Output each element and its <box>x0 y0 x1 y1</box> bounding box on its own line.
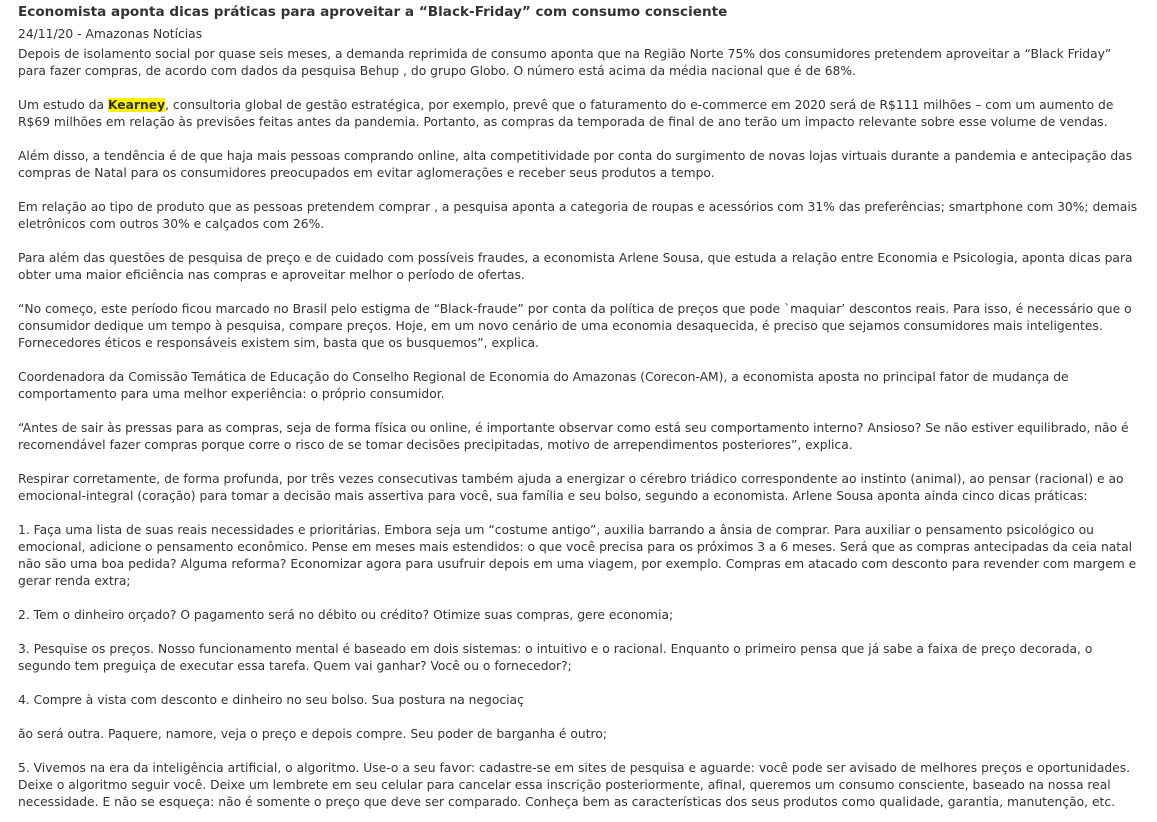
paragraph-2-lead: Um estudo da <box>18 98 108 112</box>
paragraph-3: Além disso, a tendência é de que haja mais pessoas comprando online, alta competitividade por conta do surgimento de novas lojas virtuais durante a pandemia e antecipação das compras de Natal para os consumidores preocupados em evitar aglomerações e receber seus produtos a tempo. <box>18 149 1133 180</box>
paragraph-9: Respirar corretamente, de forma profunda, por três vezes consecutivas também ajuda a energizar o cérebro triádico correspondente ao instinto (animal), ao pensar (racional) e ao emocional-integral (coração) para tomar a decisão mais assertiva para você, sua família e seu bolso, segundo a economista. Arlene Sousa aponta ainda cinco dicas práticas: <box>18 472 1124 503</box>
tip-5: 5. Vivemos na era da inteligência artificial, o algoritmo. Use-o a seu favor: cadastre-se em sites de pesquisa e aguarde: você pode ser avisado de melhores preços e oportunidades. Deixe o algoritmo seguir você. Deixe um lembrete em seu celular para cancelar essa inscrição posteriormente, afinal, queremos um consumo consciente, baseado na nossa real necessidade. E não se esqueça: não é somente o preço que deve ser comparado. Conheça bem as características dos seus produtos como qualidade, garantia, manutenção, etc. <box>18 761 1131 809</box>
meta-separator: - <box>73 27 86 41</box>
paragraph-4: Em relação ao tipo de produto que as pessoas pretendem comprar , a pesquisa aponta a categoria de roupas e acessórios com 31% das preferências; smartphone com 30%; demais eletrônicos com outros 30% e calçados com 26%. <box>18 200 1138 231</box>
tip-2: 2. Tem o dinheiro orçado? O pagamento será no débito ou crédito? Otimize suas compras, gere economia; <box>18 608 674 622</box>
paragraph-7: Coordenadora da Comissão Temática de Educação do Conselho Regional de Economia do Amazonas (Corecon-AM), a economista aposta no principal fator de mudança de comportamento para uma melhor experiência: o próprio consumidor. <box>18 370 1069 401</box>
article-date: 24/11/20 <box>18 27 74 41</box>
paragraph-6: “No começo, este período ficou marcado no Brasil pelo estigma de “Black-fraude” por conta da política de preços que pode `maquiar’ descontos reais. Para isso, é necessário que o consumidor dedique um tempo à pesquisa, compare preços. Hoje, em um novo cenário de uma economia desaquecida, é preciso que sejamos consumidores mais inteligentes. Fornecedores éticos e responsáveis existem sim, basta que os busquemos”, explica. <box>18 302 1132 350</box>
tip-1: 1. Faça uma lista de suas reais necessidades e prioritárias. Embora seja um “costume antigo”, auxilia barrando a ânsia de comprar. Para auxiliar o pensamento psicológico ou emocional, adicione o pensamento econômico. Pense em meses mais estendidos: o que você precisa para os próximos 3 a 6 meses. Será que as compras antecipadas da ceia natal não são uma boa pedida? Alguma reforma? Economizar agora para usufruir depois em uma viagem, por exemplo. Compras em atacado com desconto para revender com margem e gerar renda extra; <box>18 523 1137 588</box>
tip-3: 3. Pesquise os preços. Nosso funcionamento mental é baseado em dois sistemas: o intuitivo e o racional. Enquanto o primeiro pensa que já sabe a faixa de preço decorada, o segundo tem preguiça de executar essa tarefa. Quem vai ganhar? Você ou o fornecedor?; <box>18 642 1093 673</box>
paragraph-2-body: , consultoria global de gestão estratégica, por exemplo, prevê que o faturamento do e-commerce em 2020 será de R$111 milhões – com um aumento de R$69 milhões em relação às previsões feitas antes da pandemia. Portanto, as compras da temporada de final de ano terão um impacto relevante sobre esse volume de vendas. <box>18 98 1114 129</box>
article-title: Economista aponta dicas práticas para aproveitar a “Black-Friday” com consumo consciente <box>18 4 728 20</box>
highlighted-keyword: Kearney <box>107 98 166 112</box>
paragraph-1: Depois de isolamento social por quase seis meses, a demanda reprimida de consumo aponta que na Região Norte 75% dos consumidores pretendem aproveitar a “Black Friday” para fazer compras, de acordo com dados da pesquisa Behup , do grupo Globo. O número está acima da média nacional que é de 68%. <box>18 47 1112 78</box>
paragraph-2 <box>18 97 1139 131</box>
tip-4-part-1: 4. Compre à vista com desconto e dinheiro no seu bolso. Sua postura na negociaç <box>18 693 524 707</box>
tip-4-part-2: ão será outra. Paquere, namore, veja o preço e depois compre. Seu poder de barganha é outro; <box>18 727 607 741</box>
paragraph-5: Para além das questões de pesquisa de preço e de cuidado com possíveis fraudes, a economista Arlene Sousa, que estuda a relação entre Economia e Psicologia, aponta dicas para obter uma maior eficiência nas compras e aproveitar melhor o período de ofertas. <box>18 251 1133 282</box>
article-source: Amazonas Notícias <box>85 27 203 41</box>
paragraph-8: “Antes de sair às pressas para as compras, seja de forma física ou online, é importante observar como está seu comportamento interno? Ansioso? Se não estiver equilibrado, não é recomendável fazer compras porque corre o risco de se tomar decisões precipitadas, motivo de arrependimentos posteriores”, explica. <box>18 421 1129 452</box>
article-meta <box>18 26 1139 43</box>
